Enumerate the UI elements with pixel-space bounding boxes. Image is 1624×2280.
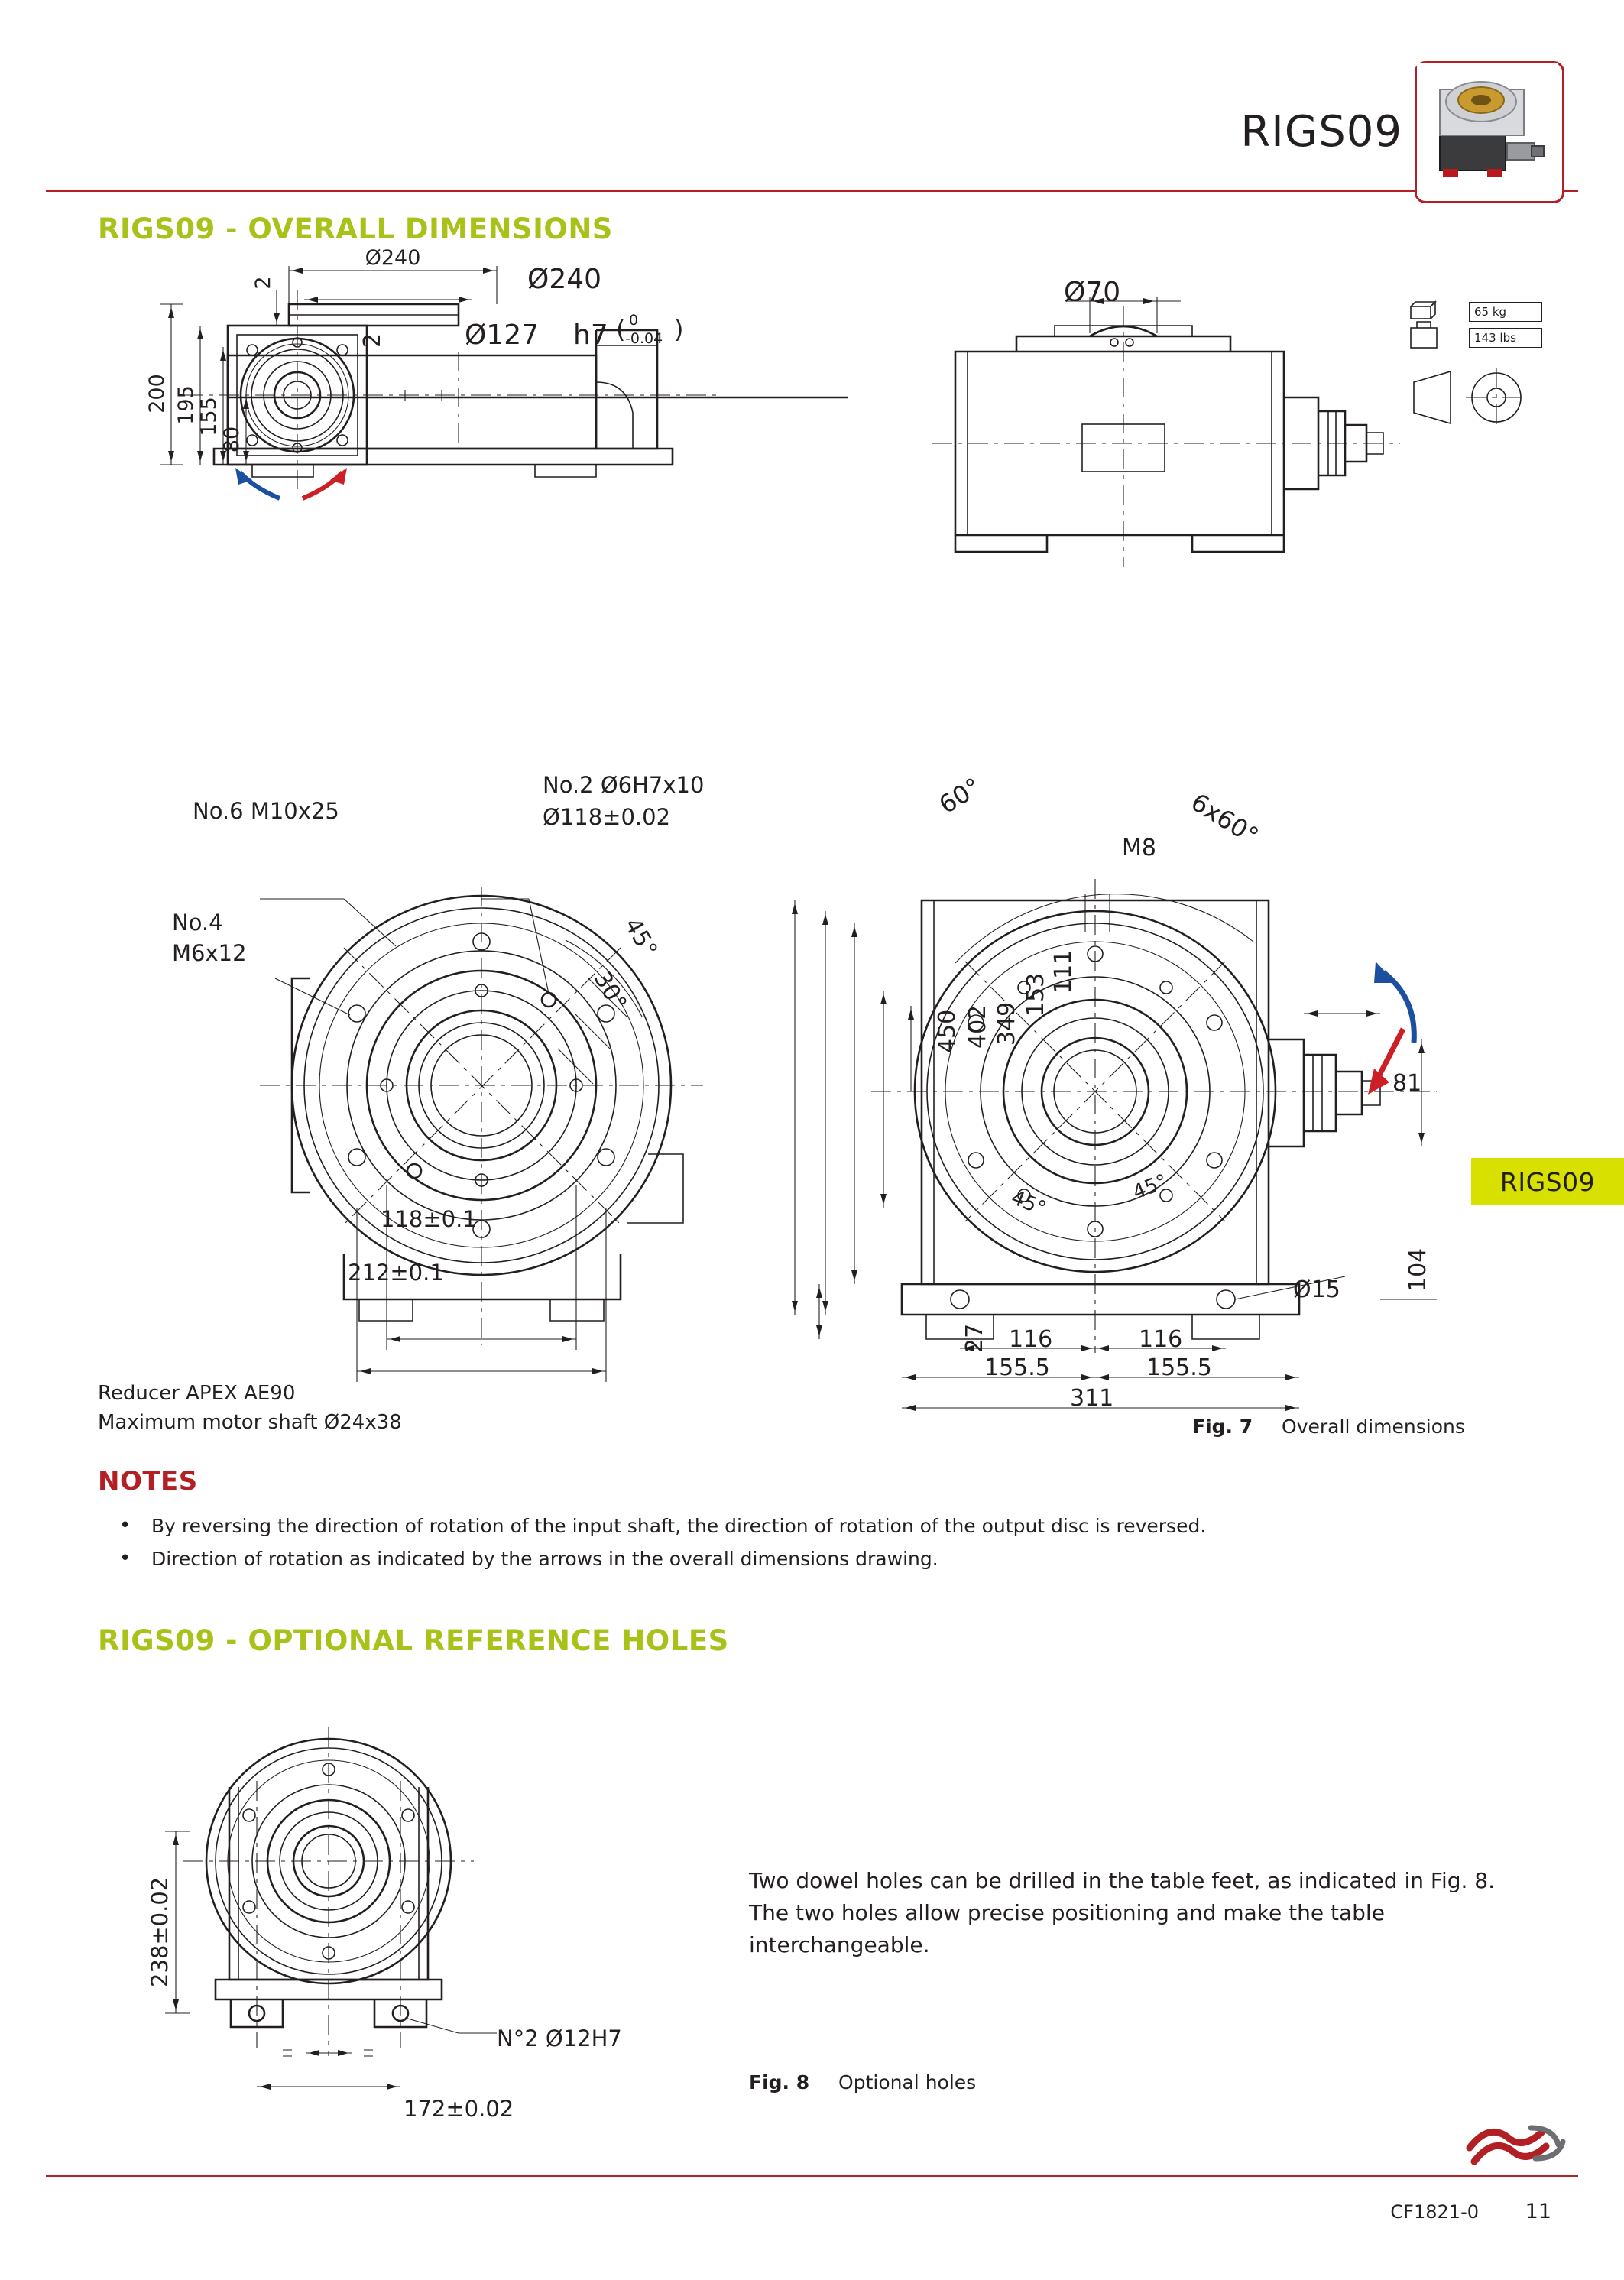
angle-6x60: 6x60° [1185, 787, 1264, 851]
weight-lbs: 143 lbs [1469, 328, 1542, 348]
dim-tol-upper: 0 [629, 312, 639, 329]
footer-divider [46, 2175, 1578, 2177]
company-logo [1462, 2117, 1569, 2171]
notes-title: NOTES [98, 1466, 198, 1497]
note-item: • Direction of rotation as indicated by the arrows in the overall dimensions drawing. [98, 1545, 1535, 1575]
dim-27: 27 [961, 1323, 988, 1353]
reducer-note-line1: Reducer APEX AE90 [98, 1382, 296, 1405]
fig8-description-p1: Two dowel holes can be drilled in the table feet, as indicated in Fig. 8. [749, 1868, 1496, 1893]
label-n2-12h7: N°2 Ø12H7 [497, 2025, 622, 2051]
dim-81: 81 [1392, 1070, 1422, 1097]
angle-30: 30° [588, 967, 632, 1016]
note-item: • By reversing the direction of rotation of the input shaft, the direction of rotation of the output disc is reversed. [98, 1512, 1535, 1542]
dim-h7: h7 [573, 319, 608, 351]
product-photo-thumbnail [1415, 61, 1564, 203]
mounting-symbol [1406, 367, 1551, 436]
reducer-note-line2: Maximum motor shaft Ø24x38 [98, 1410, 402, 1434]
dim-349: 349 [994, 1001, 1020, 1046]
notes-list [98, 1512, 1535, 1578]
dim-172-tol: 172±0.02 [404, 2096, 514, 2122]
fig7-title: Overall dimensions [1282, 1416, 1465, 1438]
section-title-optional-holes: RIGS09 - OPTIONAL REFERENCE HOLES [98, 1624, 729, 1657]
dim-d15: Ø15 [1293, 1276, 1340, 1303]
dim-d240: Ø240 [527, 264, 602, 295]
weight-kg: 65 kg [1469, 302, 1542, 322]
dim-d70: Ø70 [1064, 277, 1121, 308]
label-no4-line1: No.4 [172, 910, 223, 936]
drawing-face-view [229, 825, 810, 1391]
page-header-title: RIGS09 [1240, 107, 1402, 157]
drawing-side-view [932, 283, 1406, 604]
label-no2-dowel: No.2 Ø6H7x10 [543, 772, 705, 798]
dim-153: 153 [1023, 972, 1049, 1017]
fig8-description [749, 1865, 1513, 1961]
footer-document-code: CF1821-0 [1390, 2201, 1479, 2223]
dim-118-tol: 118±0.1 [381, 1206, 477, 1232]
dim-tol-lower: -0.04 [625, 330, 663, 347]
footer-page-number: 11 [1525, 2200, 1551, 2223]
angle-45-a: 45° [1007, 1186, 1049, 1221]
dim-111: 111 [1050, 949, 1077, 994]
dim-2: 2 [359, 332, 386, 348]
dim-402: 402 [964, 1004, 991, 1049]
label-no4-line2: M6x12 [172, 940, 247, 966]
fig8-description-p2: The two holes allow precise positioning and make the table interchangeable. [749, 1900, 1385, 1957]
svg-text:Ø240: Ø240 [365, 246, 421, 270]
dim-450: 450 [934, 1009, 961, 1053]
fig8-title: Optional holes [838, 2071, 977, 2094]
dim-116-b: 116 [1139, 1326, 1183, 1353]
svg-text:80: 80 [220, 426, 244, 453]
fig8-caption [749, 2071, 976, 2094]
angle-60: 60° [934, 771, 987, 820]
dim-d127: Ø127 [465, 319, 540, 351]
header-divider [46, 190, 1578, 192]
angle-45: 45° [618, 913, 663, 962]
fig8-label: Fig. 8 [749, 2071, 810, 2094]
dim-116-a: 116 [1009, 1326, 1053, 1353]
dim-212-tol: 212±0.1 [348, 1260, 444, 1286]
dim-104: 104 [1405, 1247, 1431, 1292]
reducer-note [98, 1380, 402, 1437]
label-m8: M8 [1122, 835, 1156, 861]
label-d118-tol: Ø118±0.02 [543, 804, 671, 830]
drawing-optional-holes [130, 1689, 665, 2163]
dim-155-a: 155.5 [984, 1354, 1050, 1381]
label-no6-m10x25: No.6 M10x25 [193, 798, 339, 824]
fig7-caption [1192, 1416, 1465, 1438]
svg-text:195: 195 [174, 385, 198, 425]
weight-symbol-box [1406, 302, 1544, 359]
angle-45-b: 45° [1130, 1169, 1171, 1205]
dim-tol-bracket: ( [616, 315, 626, 344]
svg-text:200: 200 [145, 374, 169, 414]
section-title-overall-dimensions: RIGS09 - OVERALL DIMENSIONS [98, 212, 613, 245]
dim-tol-bracket-close: ) [674, 315, 684, 344]
dim-238-tol: 238±0.02 [147, 1876, 173, 1987]
svg-text:155: 155 [197, 397, 221, 436]
svg-text:2: 2 [251, 276, 275, 290]
fig7-label: Fig. 7 [1192, 1416, 1253, 1438]
side-index-tab: RIGS09 [1471, 1158, 1624, 1205]
dim-311: 311 [1070, 1385, 1114, 1412]
dim-155-b: 155.5 [1146, 1354, 1212, 1381]
